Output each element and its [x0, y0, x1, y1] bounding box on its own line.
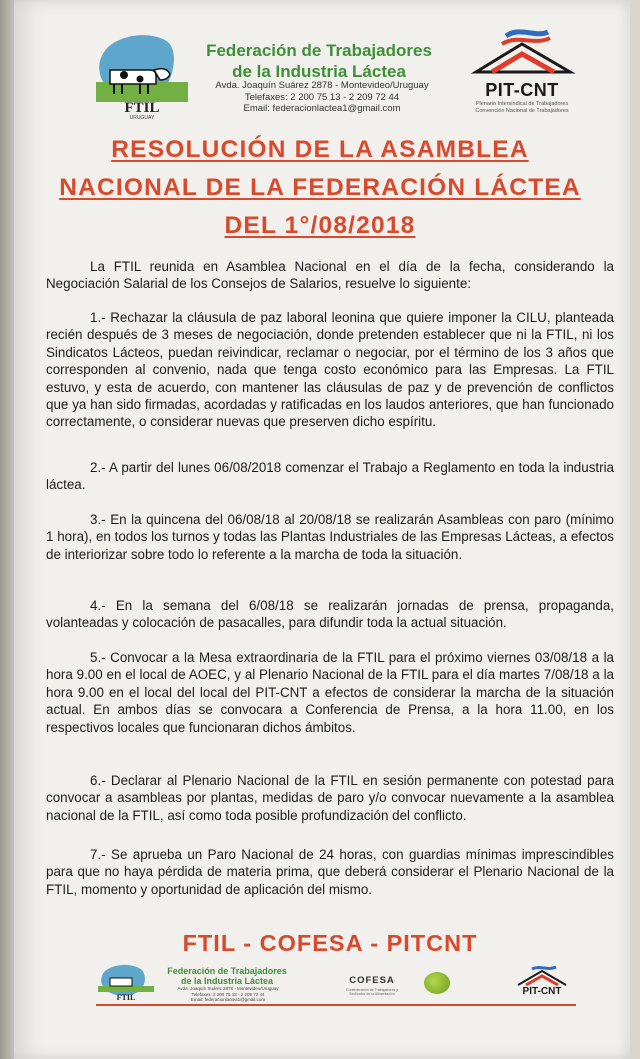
- resolution-item-5: [46, 649, 614, 736]
- address-line1: Avda. Joaquín Suárez 2878 - Montevideo/Uruguay: [215, 80, 429, 91]
- ftil-cow-logo: [96, 30, 188, 120]
- item6-text: 6.- Declarar al Plenario Nacional de la FTIL en sesión permanente con potestad para convocar a asambleas por plantas, medidas de paro y/o convocar nuevamente a la asamblea nacional de la FTIL, así como toda posible profundización del conflicto.: [46, 773, 614, 823]
- item3-text: 3.- En la quincena del 06/08/18 al 20/08/18 se realizarán Asambleas con paro (mínimo 1 hora), en todos los turnos y todas las Plantas Industriales de las Empresas Lácteas, a efectos de interiorizar sobre todo lo referente a la marcha de toda la situación.: [46, 512, 614, 562]
- resolution-item-6: [46, 772, 614, 824]
- ftil-logo-subtext: URUGUAY: [129, 115, 155, 120]
- address-line2: Telefaxes: 2 200 75 13 - 2 209 72 44: [244, 91, 400, 103]
- footer-addr-line2: Telefaxes: 2 200 75 13 - 2 209 72 44: [191, 991, 265, 997]
- footer-cofesa-logo: COFESA: [349, 975, 395, 986]
- resolution-item-1: [46, 309, 614, 431]
- item5-text: 5.- Convocar a la Mesa extraordinaria de la FTIL para el próximo viernes 03/08/18 a la hora 9.00 en el local de AOEC, y al Plenario Nacional de la FTIL para el día martes 7/08/18 a la hora 9.00 en el local del local del PIT-CNT a efectos de considerar la marcha de la situación actual. En ambos días se convocara a Conferencia de Prensa, a la hora 11.00, en los respectivos locales que funcionaran dichos ámbitos.: [46, 650, 614, 735]
- resolution-title-line1: RESOLUCIÓN DE LA ASAMBLEA: [111, 136, 529, 163]
- federation-name: [188, 40, 450, 82]
- resolution-item-7: [46, 846, 614, 898]
- footer-organizations-title: FTIL - COFESA - PITCNT: [182, 930, 478, 956]
- footer-pit-cnt-text: PIT-CNT: [522, 986, 562, 997]
- pit-sub-line1: Plenario Intersindical de Trabajadores: [475, 101, 569, 107]
- item7-text: 7.- Se aprueba un Paro Nacional de 24 horas, con guardias mínimas imprescindibles para que no haya pérdida de materia prima, que deberá considerar el Plenario Nacional de la FTIL, momento y oportunidad de aplicación del mismo.: [46, 847, 614, 897]
- footer-pit-cnt-logo: [510, 965, 574, 987]
- footer-fed-line2: de la Industria Láctea: [180, 976, 274, 986]
- resolution-item-4: [46, 597, 614, 632]
- footer-addr-line3: Email: federacionlactea1@gmail.com: [190, 997, 266, 1002]
- footer-ftil-logo: [98, 962, 154, 1002]
- ftil-logo-text: FTIL: [124, 100, 160, 116]
- item4-text: 4.- En la semana del 6/08/18 se realizarán jornadas de prensa, propaganda, volanteadas y colocación de pasacalles, para difundir toda la actual situación.: [46, 598, 614, 631]
- footer-divider: [96, 1004, 576, 1006]
- footer-federation-name: [152, 966, 302, 986]
- pit-cnt-logo: [462, 28, 582, 84]
- pit-sub-line2: Convención Nacional de Trabajadores: [475, 108, 569, 114]
- footer-addr-line1: Avda. Joaquín Suárez 2878 - Montevideo/Uruguay: [177, 986, 279, 991]
- intro-text: La FTIL reunida en Asamblea Nacional en el día de la fecha, considerando la Negociación Salarial de los Consejos de Salarios, resuelve lo siguiente:: [46, 259, 614, 292]
- resolution-title-line2: NACIONAL DE LA FEDERACIÓN LÁCTEA: [59, 174, 581, 201]
- address-line3: Email: federacionlactea1@gmail.com: [243, 103, 401, 114]
- footer-ftil-text: FTIL: [116, 993, 136, 1002]
- resolution-title-date: DEL 1°/08/2018: [224, 212, 416, 239]
- footer-fed-line1: Federación de Trabajadores: [167, 966, 287, 976]
- pit-cnt-name: PIT-CNT: [485, 80, 559, 100]
- intro-paragraph: [46, 258, 614, 293]
- footer-green-emblem-icon: [424, 972, 450, 994]
- federation-name-line1: Federación de Trabajadores: [206, 41, 432, 60]
- footer-federation-address: [160, 986, 296, 1003]
- resolution-item-3: [46, 511, 614, 563]
- resolution-item-2: [46, 459, 614, 494]
- item1-text: 1.- Rechazar la cláusula de paz laboral leonina que quiere imponer la CILU, planteada recién después de 3 meses de negociación, donde pretenden establecer que ni la FTIL, ni los Sindicatos Lácteos, puedan reivindicar, reclamar o negociar, por el término de los 3 años que corresponden al convenio, nada que tenga costo económico para las Empresas. La FTIL estuvo, y esta de acuerdo, con mantener las cláusulas de paz y de prevención de conflictos que ya han sido firmadas, acordadas y ratificadas en los laudos anteriores, que han funcionado correctamente, o considerar nuevas que preserven dicho espíritu.: [46, 310, 614, 430]
- footer-cofesa-subtitle: Confederación de Trabajadores y Sindicatos de la Alimentación: [346, 988, 398, 996]
- pit-cnt-subtitle: [460, 101, 584, 115]
- federation-address: [200, 80, 444, 115]
- federation-name-line2: de la Industria Láctea: [232, 62, 406, 81]
- item2-text: 2.- A partir del lunes 06/08/2018 comenzar el Trabajo a Reglamento en toda la industria láctea.: [46, 460, 614, 493]
